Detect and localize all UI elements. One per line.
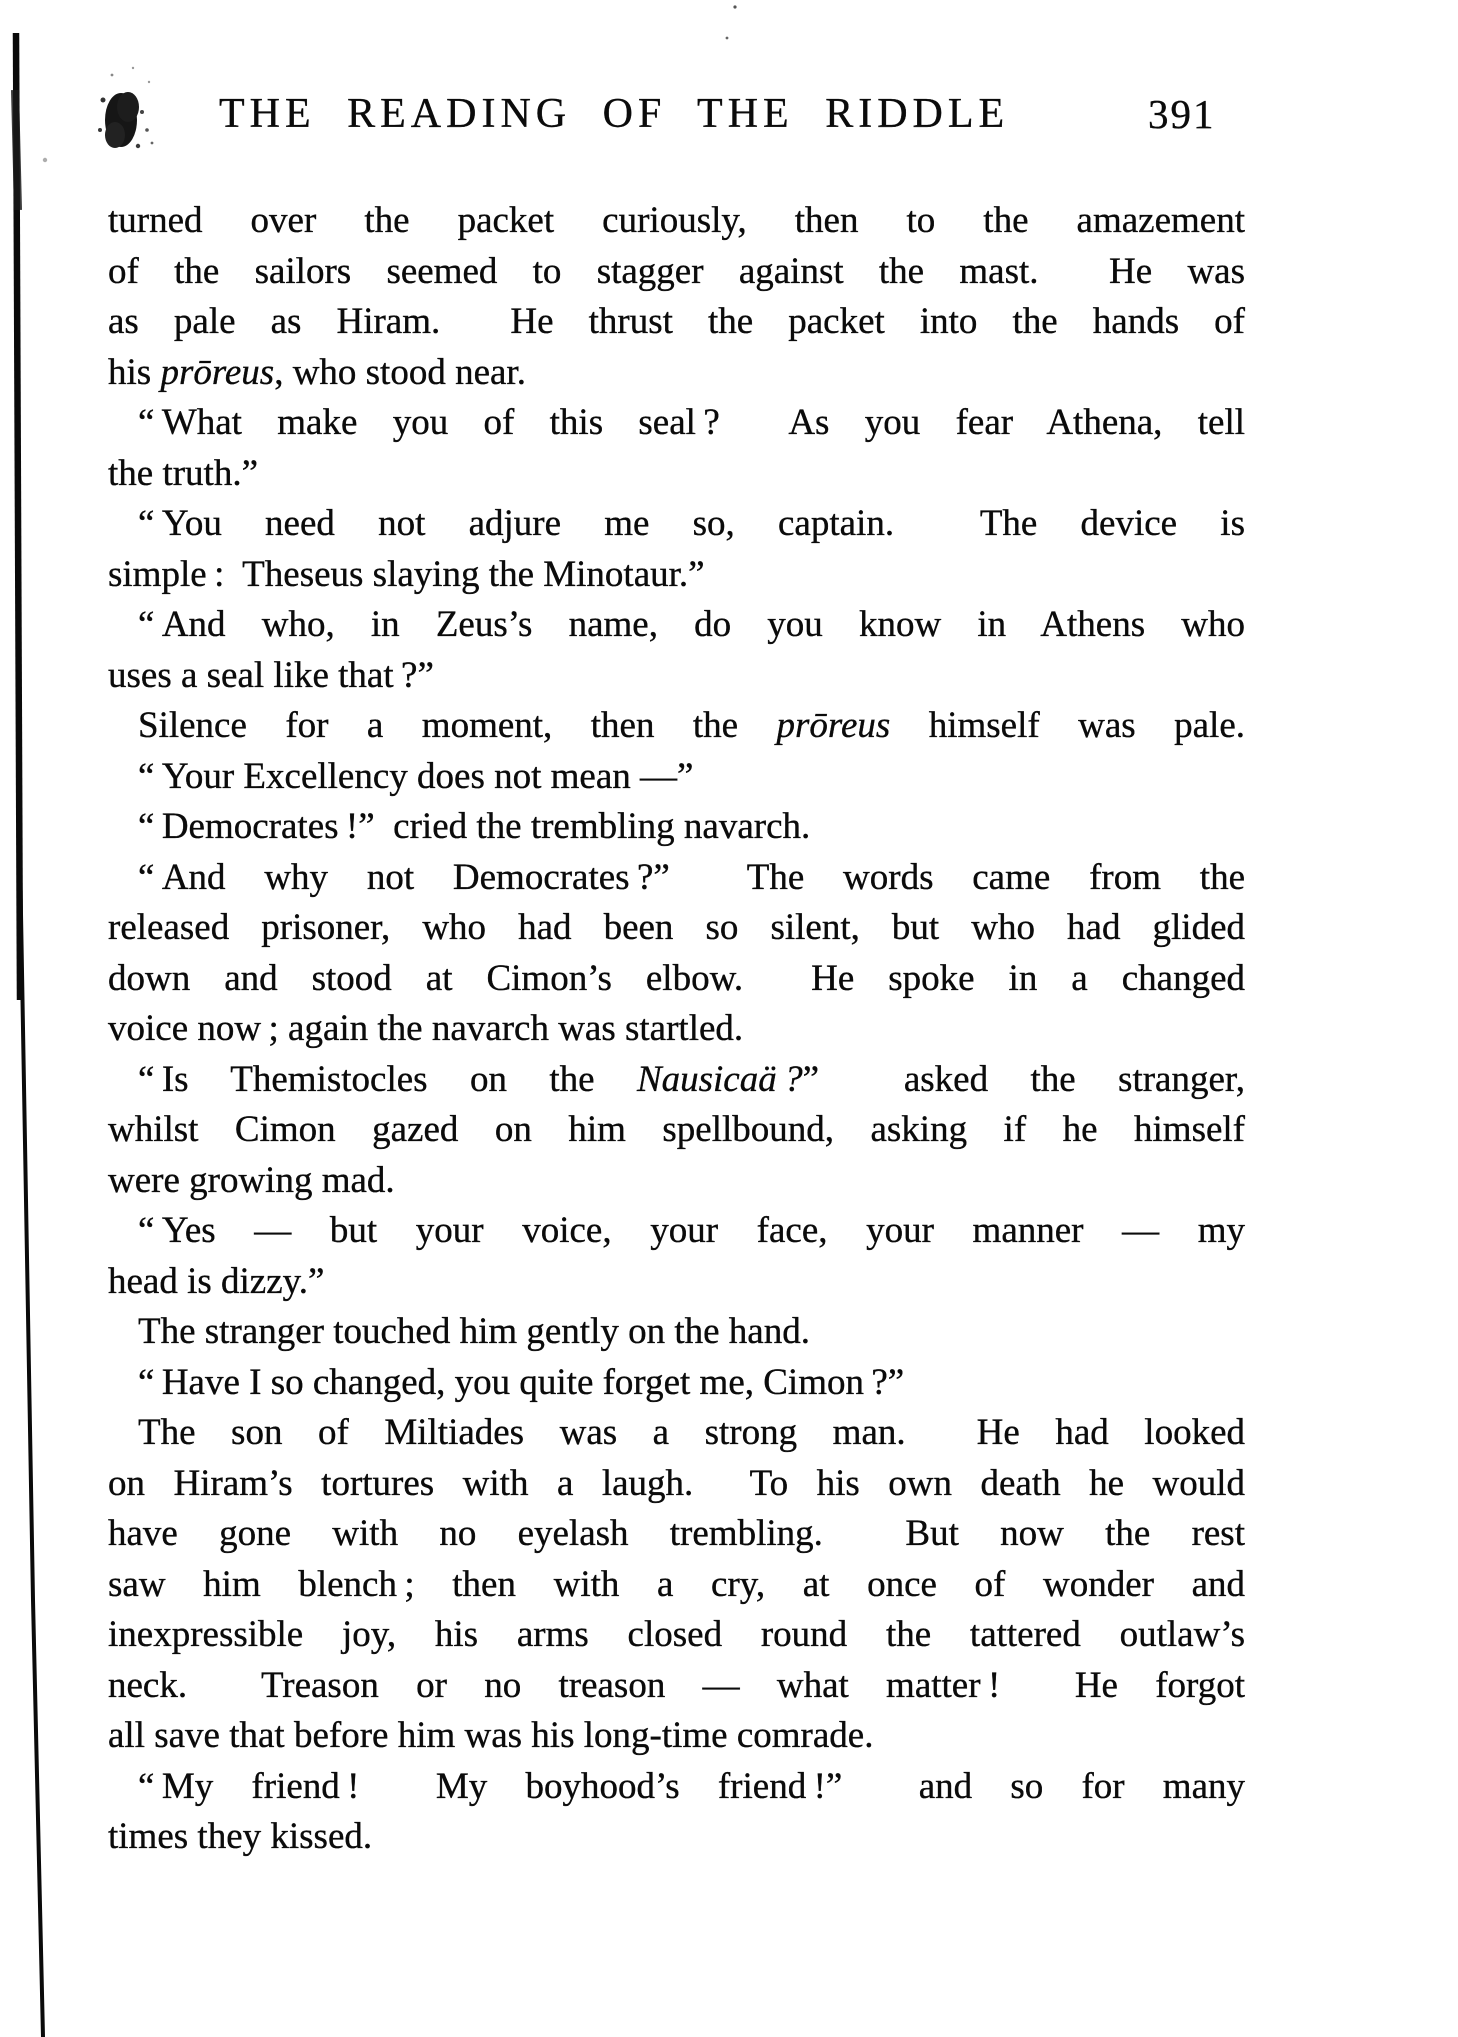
- text-line: [108, 1661, 1245, 1712]
- text-line: [108, 1206, 1245, 1257]
- running-header: [0, 0, 1458, 160]
- text-segment: the truth.”: [108, 452, 259, 494]
- paragraph: [108, 1408, 1245, 1762]
- text-segment: “ My friend ! My boyhood’s friend !” and so for many: [138, 1765, 1245, 1807]
- text-line: [108, 247, 1245, 298]
- text-line: [108, 1055, 1245, 1106]
- text-line: [108, 1459, 1245, 1510]
- paragraph: [108, 1307, 1245, 1358]
- text-segment: as pale as Hiram. He thrust the packet into the hands of: [108, 301, 1245, 342]
- text-line: [108, 297, 1245, 348]
- text-line: [108, 651, 1245, 702]
- text-line: [108, 903, 1245, 954]
- text-line: [108, 1812, 1245, 1863]
- text-segment: saw him blench ; then with a cry, at once of wonder and: [108, 1563, 1245, 1605]
- text-line: [108, 1257, 1245, 1308]
- text-segment: “ Is Themistocles on the: [138, 1058, 637, 1100]
- body-text: [108, 196, 1245, 1863]
- paragraph: [108, 1358, 1245, 1409]
- text-segment: turned over the packet curiously, then to the amazement: [108, 200, 1245, 241]
- text-segment: simple : Theseus slaying the Minotaur.”: [108, 553, 705, 595]
- text-line: [108, 196, 1245, 247]
- text-segment: have gone with no eyelash trembling. But now the rest: [108, 1513, 1245, 1554]
- paragraph: [108, 752, 1245, 803]
- text-line: [108, 1156, 1245, 1207]
- text-segment: “ What make you of this seal ? As you fear Athena, tell: [138, 402, 1245, 443]
- paragraph: [108, 701, 1245, 752]
- text-segment: head is dizzy.”: [108, 1260, 325, 1302]
- text-line: [108, 701, 1245, 752]
- italic-term: Nausicaä ?: [636, 1058, 803, 1100]
- text-line: [108, 600, 1245, 651]
- text-line: [108, 1358, 1245, 1409]
- paragraph: [108, 398, 1245, 499]
- paragraph: [108, 600, 1245, 701]
- text-line: [108, 752, 1245, 803]
- text-segment: “ And who, in Zeus’s name, do you know in Athens who: [138, 604, 1245, 645]
- text-line: [108, 1105, 1245, 1156]
- text-segment: “ You need not adjure me so, captain. The device is: [138, 503, 1245, 544]
- text-segment: “ Have I so changed, you quite forget me, Cimon ?”: [138, 1361, 905, 1403]
- text-segment: down and stood at Cimon’s elbow. He spoke in a changed: [108, 957, 1245, 999]
- text-line: [108, 1711, 1245, 1762]
- text-segment: “ Your Excellency does not mean —”: [138, 755, 694, 797]
- text-segment: times they kissed.: [108, 1816, 373, 1857]
- paragraph: [108, 1762, 1245, 1863]
- text-segment: ” asked the stranger,: [802, 1058, 1245, 1100]
- text-segment: neck. Treason or no treason — what matter ! He forgot: [108, 1664, 1245, 1706]
- text-line: [108, 1762, 1245, 1813]
- text-segment: released prisoner, who had been so silent, but who had glided: [108, 907, 1245, 948]
- text-line: [108, 1004, 1245, 1055]
- text-segment: The stranger touched him gently on the hand.: [138, 1311, 810, 1352]
- text-segment: all save that before him was his long-time comrade.: [108, 1715, 874, 1756]
- text-line: [108, 550, 1245, 601]
- italic-term: prōreus: [160, 351, 275, 393]
- text-segment: whilst Cimon gazed on him spellbound, asking if he himself: [108, 1109, 1245, 1150]
- text-segment: himself was pale.: [890, 705, 1245, 746]
- text-line: [108, 802, 1245, 853]
- text-segment: “ And why not Democrates ?” The words came from the: [138, 856, 1245, 898]
- running-title: THE READING OF THE RIDDLE: [219, 91, 1010, 137]
- text-segment: The son of Miltiades was a strong man. He had looked: [138, 1412, 1245, 1453]
- paragraph: [108, 802, 1245, 853]
- paragraph: [108, 499, 1245, 600]
- text-segment: on Hiram’s tortures with a laugh. To his own death he would: [108, 1462, 1245, 1504]
- text-segment: his: [108, 351, 161, 393]
- text-segment: , who stood near.: [274, 351, 526, 393]
- paragraph: [108, 1206, 1245, 1307]
- page-edge-line: [15, 33, 43, 2037]
- text-line: [108, 398, 1245, 449]
- text-segment: “ Democrates !” cried the trembling navarch.: [138, 806, 811, 847]
- text-segment: inexpressible joy, his arms closed round the tattered outlaw’s: [108, 1614, 1245, 1655]
- text-line: [108, 1560, 1245, 1611]
- text-segment: “ Yes — but your voice, your face, your manner — my: [138, 1210, 1245, 1251]
- text-segment: uses a seal like that ?”: [108, 654, 434, 696]
- paragraph: [108, 1055, 1245, 1207]
- text-segment: of the sailors seemed to stagger against the mast. He was: [108, 250, 1245, 292]
- text-line: [108, 853, 1245, 904]
- text-line: [108, 449, 1245, 500]
- text-line: [108, 348, 1245, 399]
- text-segment: voice now ; again the navarch was startled.: [108, 1008, 744, 1049]
- italic-term: prōreus: [776, 705, 891, 746]
- text-line: [108, 1610, 1245, 1661]
- text-line: [108, 1307, 1245, 1358]
- text-segment: were growing mad.: [108, 1159, 395, 1201]
- page-number: 391: [1148, 91, 1216, 137]
- paragraph: [108, 196, 1245, 398]
- text-line: [108, 499, 1245, 550]
- paragraph: [108, 853, 1245, 1055]
- text-segment: Silence for a moment, then the: [138, 705, 777, 746]
- text-line: [108, 1509, 1245, 1560]
- text-line: [108, 954, 1245, 1005]
- text-line: [108, 1408, 1245, 1459]
